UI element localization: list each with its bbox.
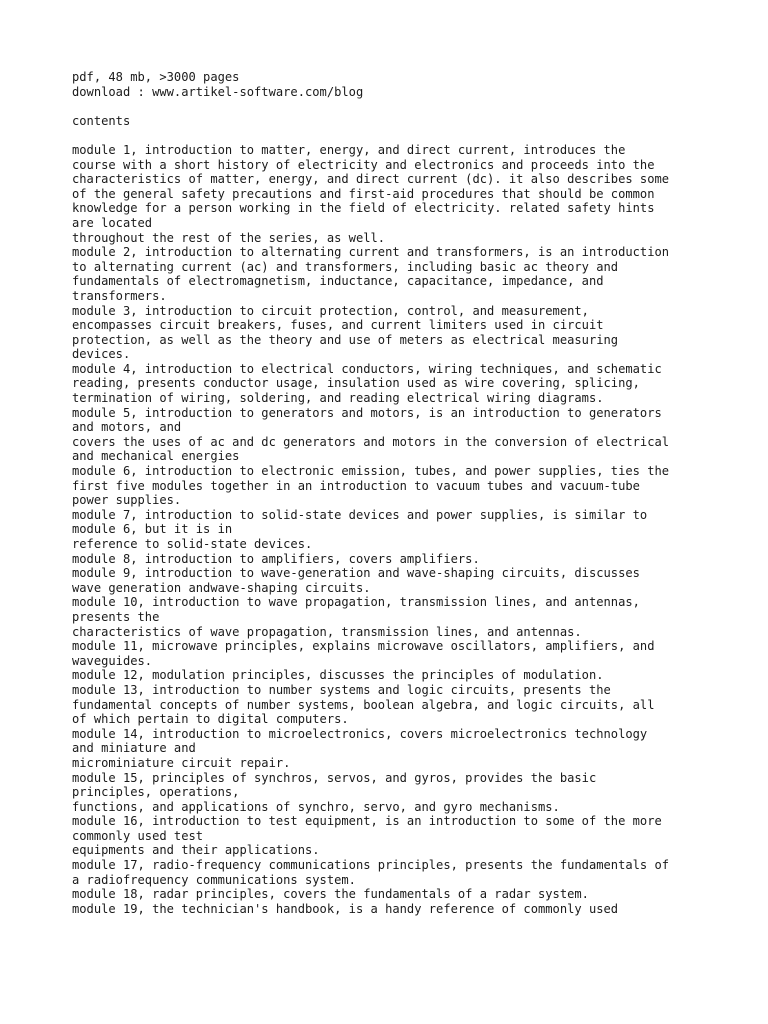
text-line: wave generation andwave-shaping circuits. bbox=[72, 580, 371, 595]
text-line: and miniature and bbox=[72, 741, 196, 756]
spacer bbox=[72, 99, 752, 114]
text-line: module 9, introduction to wave-generation and wave-shaping circuits, discusses bbox=[72, 566, 640, 581]
text-line: waveguides. bbox=[72, 653, 153, 668]
text-line: throughout the rest of the series, as well. bbox=[72, 230, 386, 245]
text-line: reference to solid-state devices. bbox=[72, 537, 313, 551]
text-line: fundamental concepts of number systems, boolean algebra, and logic circuits, all bbox=[72, 697, 655, 712]
text-line: microminiature circuit repair. bbox=[72, 755, 291, 770]
text-line: a radiofrequency communications system. bbox=[72, 872, 356, 887]
text-line: module 13, introduction to number systems and logic circuits, presents the bbox=[72, 682, 611, 697]
text-line: module 2, introduction to alternating current and transformers, is an introduction bbox=[72, 245, 670, 260]
text-line: are located bbox=[72, 215, 153, 230]
text-line: module 5, introduction to generators and motors, is an introduction to generators bbox=[72, 405, 662, 420]
text-line: of which pertain to digital computers. bbox=[72, 712, 349, 727]
text-line: and mechanical energies bbox=[72, 449, 240, 464]
text-line: module 6, introduction to electronic emission, tubes, and power supplies, ties the bbox=[72, 464, 670, 479]
contents-body bbox=[72, 143, 752, 916]
text-line: transformers. bbox=[72, 288, 167, 303]
text-line: characteristics of matter, energy, and direct current (dc). it also describes some bbox=[72, 172, 670, 187]
text-line: module 11, microwave principles, explains microwave oscillators, amplifiers, and bbox=[72, 639, 655, 654]
text-line: commonly used test bbox=[72, 828, 204, 843]
text-line: functions, and applications of synchro, servo, and gyro mechanisms. bbox=[72, 799, 560, 814]
text-line: course with a short history of electricity and electronics and proceeds into the bbox=[72, 157, 655, 172]
text-line: module 18, radar principles, covers the fundamentals of a radar system. bbox=[72, 887, 589, 902]
file-info-line: pdf, 48 mb, >3000 pages bbox=[72, 70, 240, 84]
text-line: module 6, but it is in bbox=[72, 522, 233, 537]
text-line: reading, presents conductor usage, insulation used as wire covering, splicing, bbox=[72, 376, 640, 391]
text-line: devices. bbox=[72, 347, 131, 362]
text-line: covers the uses of ac and dc generators and motors in the conversion of electrical bbox=[72, 434, 670, 449]
text-line: module 12, modulation principles, discusses the principles of modulation. bbox=[72, 668, 604, 683]
text-line: module 7, introduction to solid-state devices and power supplies, is similar to bbox=[72, 507, 648, 522]
contents-heading: contents bbox=[72, 113, 131, 128]
text-line: module 3, introduction to circuit protection, control, and measurement, bbox=[72, 303, 589, 318]
text-line: module 8, introduction to amplifiers, covers amplifiers. bbox=[72, 551, 480, 566]
text-line: module 15, principles of synchros, servos, and gyros, provides the basic bbox=[72, 770, 597, 785]
text-line: module 14, introduction to microelectronics, covers microelectronics technology bbox=[72, 726, 648, 741]
text-line: power supplies. bbox=[72, 493, 182, 508]
text-line: fundamentals of electromagnetism, inductance, capacitance, impedance, and bbox=[72, 274, 604, 289]
spacer bbox=[72, 128, 752, 143]
text-line: protection, as well as the theory and use of meters as electrical measuring bbox=[72, 332, 619, 347]
text-line: module 4, introduction to electrical conductors, wiring techniques, and schematic bbox=[72, 361, 662, 376]
text-line: module 17, radio-frequency communications principles, presents the fundamentals of bbox=[72, 858, 670, 873]
text-line: module 1, introduction to matter, energy, and direct current, introduces the bbox=[72, 142, 626, 157]
text-line: encompasses circuit breakers, fuses, and current limiters used in circuit bbox=[72, 318, 604, 333]
text-line: module 19, the technician's handbook, is a handy reference of commonly used bbox=[72, 901, 619, 916]
text-line: of the general safety precautions and first-aid procedures that should be common bbox=[72, 186, 655, 201]
text-line: and motors, and bbox=[72, 420, 182, 435]
text-line: presents the bbox=[72, 609, 160, 624]
text-line: to alternating current (ac) and transformers, including basic ac theory and bbox=[72, 259, 619, 274]
document-page bbox=[72, 70, 752, 916]
text-line: module 10, introduction to wave propagation, transmission lines, and antennas, bbox=[72, 595, 640, 610]
text-line: knowledge for a person working in the field of electricity. related safety hints bbox=[72, 201, 655, 216]
text-line: equipments and their applications. bbox=[72, 843, 320, 858]
text-line: first five modules together in an introduction to vacuum tubes and vacuum-tube bbox=[72, 478, 640, 493]
text-line: module 16, introduction to test equipment, is an introduction to some of the more bbox=[72, 814, 662, 829]
text-line: characteristics of wave propagation, transmission lines, and antennas. bbox=[72, 624, 582, 639]
text-line: principles, operations, bbox=[72, 785, 240, 800]
download-line: download : www.artikel-software.com/blog bbox=[72, 84, 364, 99]
text-line: termination of wiring, soldering, and reading electrical wiring diagrams. bbox=[72, 391, 604, 406]
